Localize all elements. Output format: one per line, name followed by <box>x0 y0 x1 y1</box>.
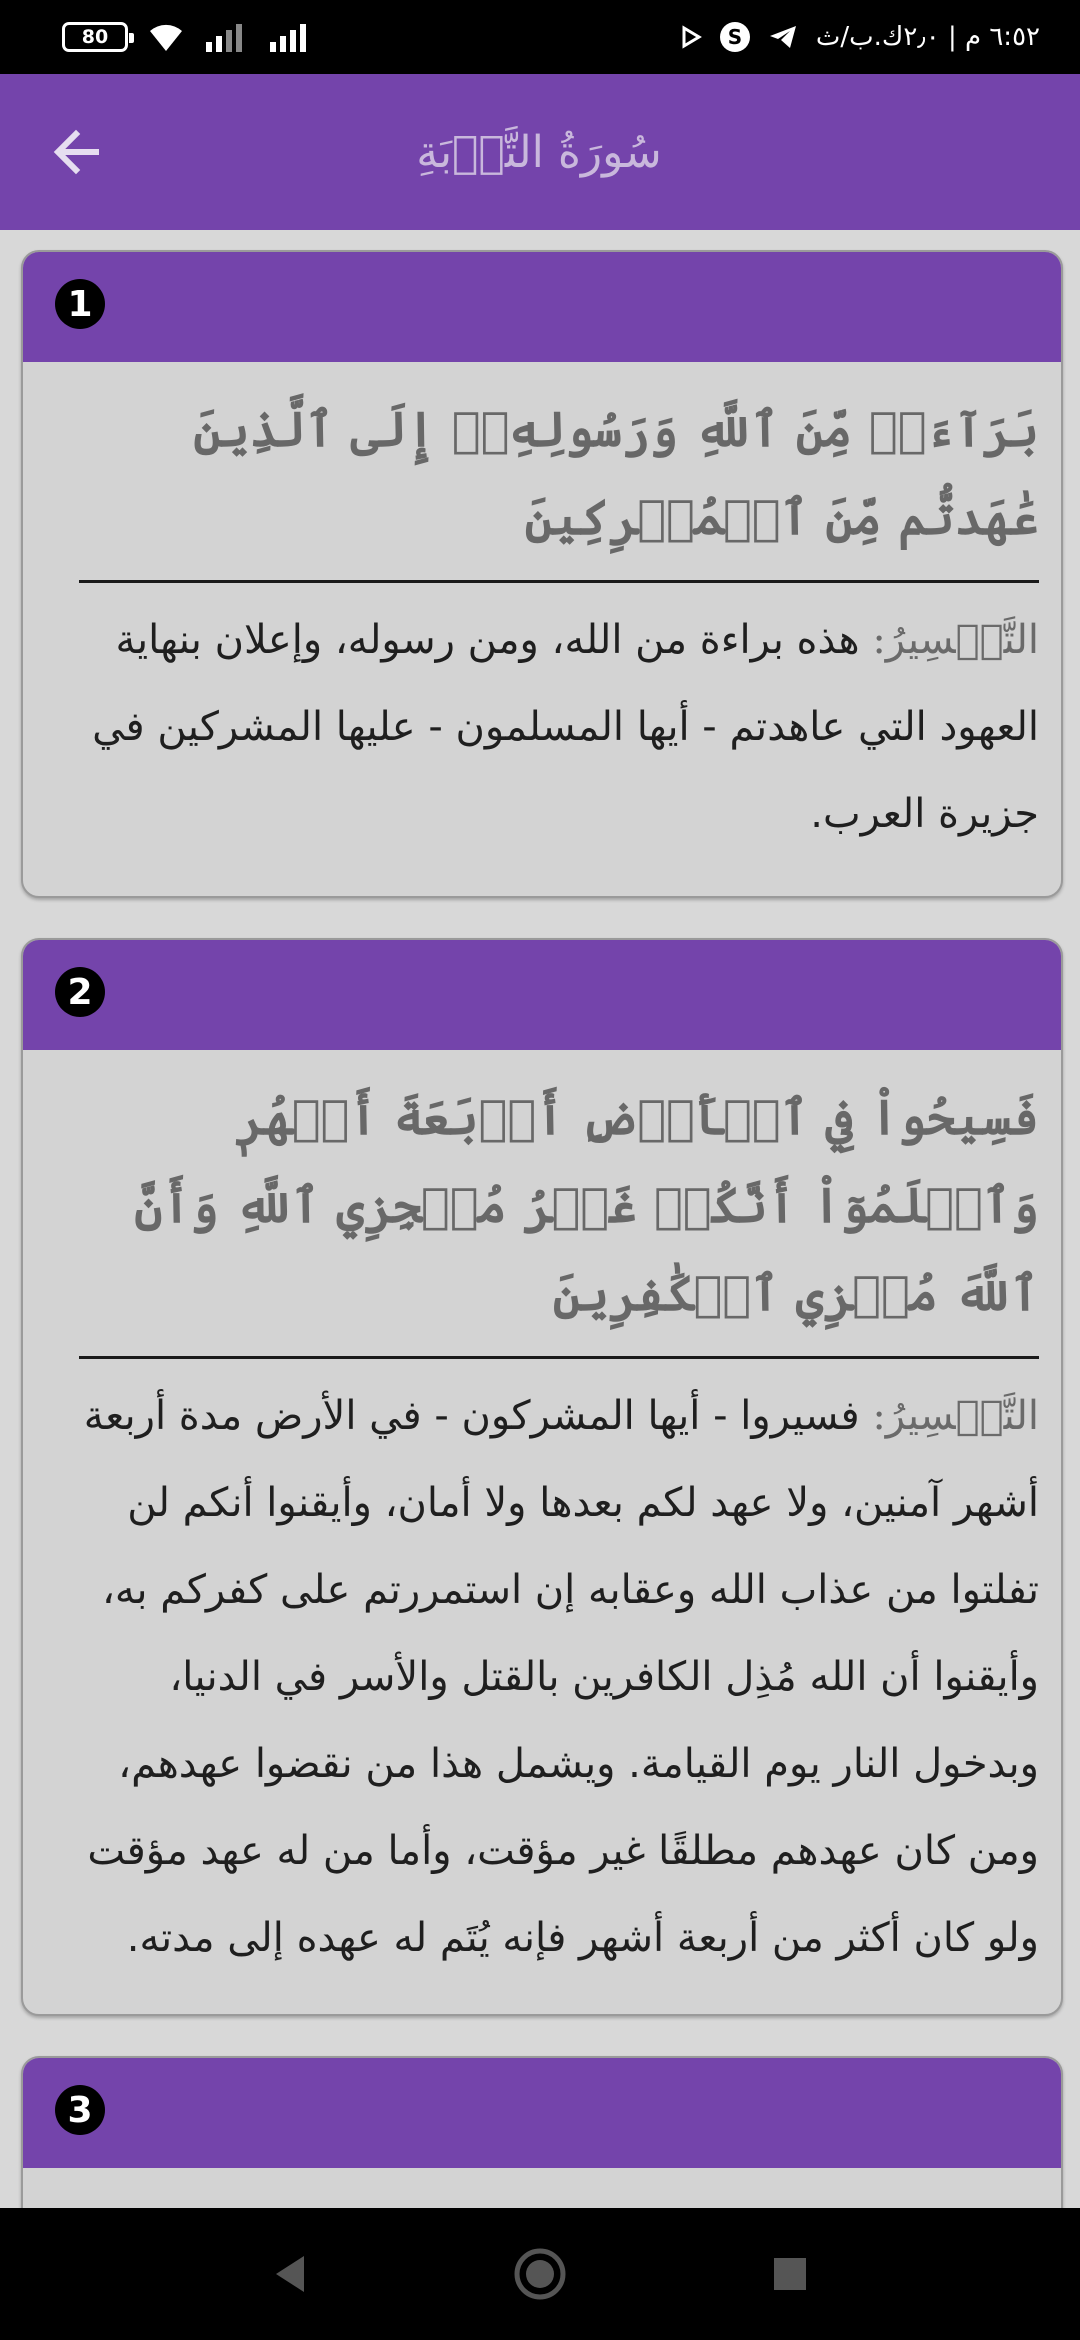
system-nav-bar <box>0 2208 1080 2340</box>
triangle-back-icon <box>270 2253 310 2295</box>
status-bar <box>0 0 1080 74</box>
verse-text: فَسِيحُواْ فِي ٱلۡأَرۡضِ أَرۡبَعَةَ أَشۡهُرٖ وَٱعۡلَمُوٓاْ أَنَّكُمۡ غَيۡرُ مُعۡجِزِي ٱللَّهِ وَأَنَّ ٱللَّهَ مُخۡزِي ٱلۡكَٰفِرِينَ <box>134 1090 1039 1322</box>
tafsir-label: التَّفۡسِيرُ: <box>872 617 1039 663</box>
verse-card-header <box>23 940 1061 1050</box>
tafsir-text <box>23 583 1061 876</box>
play-icon <box>680 25 702 49</box>
nav-home-button[interactable] <box>510 2244 570 2304</box>
verse-card-2 <box>21 938 1063 2016</box>
battery-icon <box>62 22 128 52</box>
verse-list[interactable] <box>0 230 1080 2208</box>
status-time: ٦:٥٢ م | ٢٫٠ك.ب/ث <box>815 22 1040 52</box>
nav-recents-button[interactable] <box>760 2244 820 2304</box>
verse-card-1 <box>21 250 1063 898</box>
circle-home-icon <box>512 2246 568 2302</box>
tafsir-label: التَّفۡسِيرُ: <box>872 1393 1039 1439</box>
arrow-left-icon <box>50 126 102 178</box>
s-circle-icon: S <box>720 22 750 52</box>
verse-card-header <box>23 2058 1061 2168</box>
status-icons-left <box>62 21 314 53</box>
back-button[interactable] <box>40 116 112 188</box>
tafsir-body: فسيروا - أيها المشركون - في الأرض مدة أربعة أشهر آمنين، ولا عهد لكم بعدها ولا أمان، وأيقنوا أنكم لن تفلتوا من عذاب الله وعقابه إن استمررتم على كفركم به، وأيقنوا أن الله مُذِل الكافرين بالقتل والأسر في الدنيا، وبدخول النار يوم القيامة. ويشمل هذا من نقضوا عهدهم، ومن كان عهدهم مطلقًا غير مؤقت، وأما من له عهد مؤقت ولو كان أكثر من أربعة أشهر فإنه يُتَم له عهده إلى مدته. <box>83 1393 1039 1961</box>
nav-back-button[interactable] <box>260 2244 320 2304</box>
verse-text: بَرَآءَةٞ مِّنَ ٱللَّهِ وَرَسُولِهِۦٓ إِلَى ٱلَّذِينَ عَٰهَدتُّم مِّنَ ٱلۡمُشۡرِكِينَ <box>193 402 1039 546</box>
app-bar <box>0 74 1080 230</box>
verse-number-badge: 2 <box>55 967 105 1017</box>
signal-icon <box>204 22 250 52</box>
status-icons-right <box>680 22 1040 52</box>
verse-card-header <box>23 252 1061 362</box>
square-recents-icon <box>771 2255 809 2293</box>
tafsir-body: هذه براءة من الله، ومن رسوله، وإعلان بنهاية العهود التي عاهدتم - أيها المسلمون - عليها المشركين في جزيرة العرب. <box>92 617 1039 837</box>
verse-card-3 <box>21 2056 1063 2208</box>
wifi-icon <box>146 21 186 53</box>
signal-icon-2 <box>268 22 314 52</box>
tafsir-text <box>23 1359 1061 2000</box>
verse-number-badge: 3 <box>55 2085 105 2135</box>
telegram-icon <box>768 24 798 50</box>
page-title: سُورَةُ التَّوۡبَةِ <box>416 126 662 178</box>
verse-number-badge: 1 <box>55 279 105 329</box>
battery-level: 80 <box>81 26 109 48</box>
